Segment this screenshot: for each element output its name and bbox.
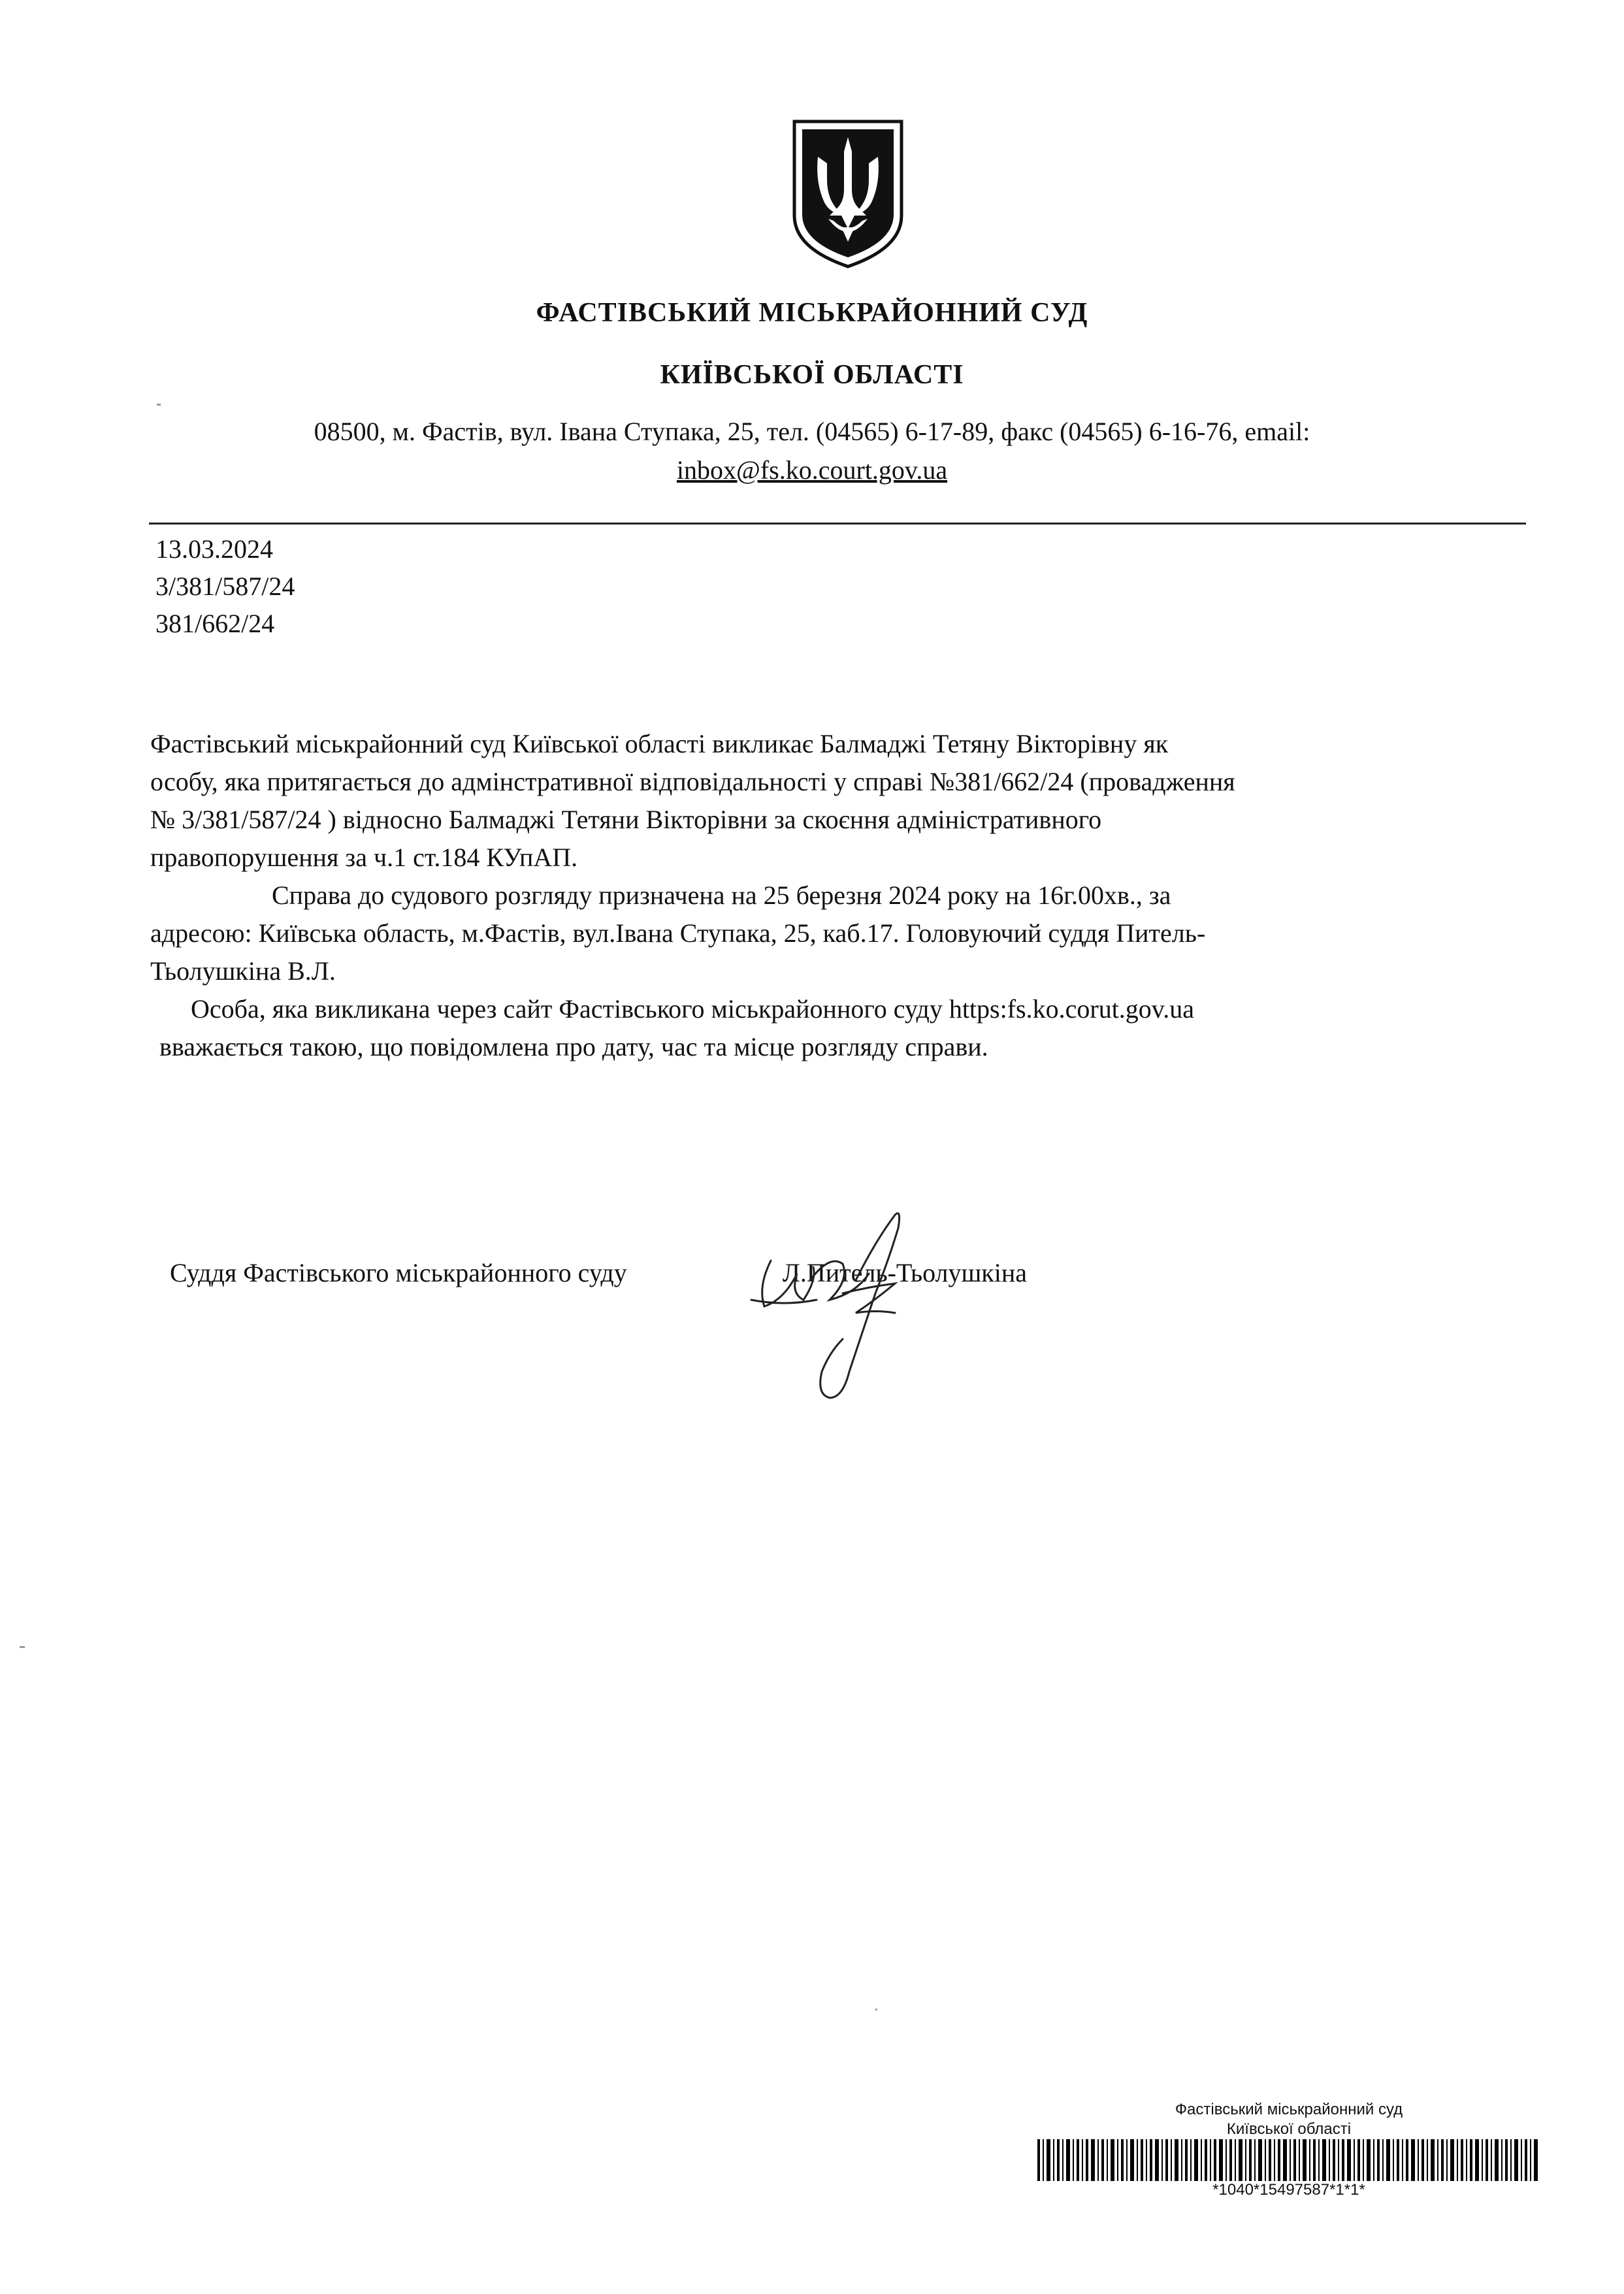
paragraph-line: № 3/381/587/24 ) відносно Балмаджі Тетяни Вікторівни за скоєння адміністративного — [150, 805, 1102, 834]
court-name-line2: КИЇВСЬКОЇ ОБЛАСТІ — [660, 360, 964, 390]
paragraph-line: Справа до судового розгляду призначена на 25 березня 2024 року на 16г.00хв., за — [272, 880, 1171, 910]
reference-block — [155, 530, 295, 642]
paragraph-line: вважається такою, що повідомлена про дату, час та місце розгляду справи. — [159, 1032, 988, 1061]
judge-name: Л.Питель-Тьолушкіна — [782, 1258, 1028, 1287]
stamp-court-name: Фастівський міськрайонний суд — [1175, 2101, 1403, 2118]
scan-mark — [875, 2009, 877, 2011]
barcode-number: *1040*15497587*1*1* — [1212, 2181, 1365, 2199]
paragraph-line: особу, яка притягається до адмінстративної відповідальності у справі №381/662/24 (провадження — [150, 767, 1235, 796]
stamp-region: Київської області — [1226, 2120, 1352, 2138]
court-stamp — [1037, 2100, 1540, 2199]
court-address: 08500, м. Фастів, вул. Івана Ступака, 25, тел. (04565) 6-17-89, факс (04565) 6-16-76, email: — [314, 417, 1310, 446]
court-email-link[interactable]: inbox@fs.ko.court.gov.ua — [676, 455, 948, 485]
proceeding-number: 3/381/587/24 — [155, 572, 295, 601]
email-line — [0, 455, 1624, 485]
case-number: 381/662/24 — [155, 609, 275, 638]
coat-of-arms-icon — [789, 118, 907, 270]
paragraph-line: адресою: Київська область, м.Фастів, вул.Івана Ступака, 25, каб.17. Головуючий суддя Питель- — [150, 918, 1206, 948]
scan-mark — [157, 404, 161, 406]
header-divider — [149, 523, 1526, 525]
handwritten-signature — [745, 1202, 941, 1417]
document-date: 13.03.2024 — [155, 534, 273, 564]
paragraph-line: Тьолушкіна В.Л. — [150, 956, 336, 986]
paragraph-line: Фастівський міськрайонний суд Київської області викликає Балмаджі Тетяну Вікторівну як — [150, 729, 1169, 758]
notice-paragraph — [150, 990, 1527, 1066]
scan-mark — [20, 1646, 25, 1648]
barcode — [1037, 2139, 1540, 2181]
paragraph-line: правопорушення за ч.1 ст.184 КУпАП. — [150, 843, 578, 872]
judge-position: Суддя Фастівського міськрайонного суду — [170, 1258, 627, 1287]
hearing-paragraph — [150, 877, 1527, 990]
court-name-line1: ФАСТІВСЬКИЙ МІСЬКРАЙОННИЙ СУД — [536, 298, 1088, 328]
paragraph-line: Особа, яка викликана через сайт Фастівського міськрайонного суду https:fs.ko.corut.gov.ua — [191, 994, 1194, 1024]
summons-paragraph — [150, 725, 1527, 877]
